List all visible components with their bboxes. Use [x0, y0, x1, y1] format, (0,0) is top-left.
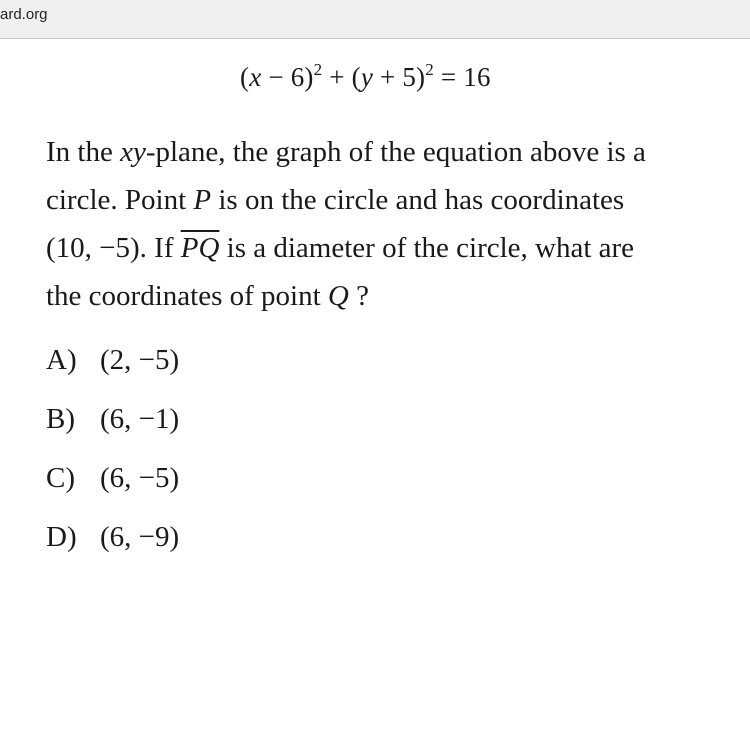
- eq-part: − 6): [261, 62, 314, 92]
- question-text: [46, 128, 736, 320]
- var-p: P: [193, 184, 212, 216]
- text: ?: [348, 280, 369, 312]
- url-text[interactable]: ard.org: [0, 6, 48, 23]
- choice-value: (6, −1): [100, 403, 180, 435]
- choice-value: (6, −9): [100, 521, 180, 553]
- text: -plane, the graph of the equation above is a: [145, 136, 646, 168]
- choice-value: (6, −5): [100, 462, 180, 494]
- choice-letter: A): [46, 344, 77, 376]
- browser-address-bar[interactable]: [0, 0, 750, 39]
- var-q: Q: [327, 280, 349, 312]
- text: In the: [46, 136, 121, 168]
- eq-part: = 16: [433, 62, 491, 92]
- var-xy: xy: [120, 136, 146, 168]
- choice-c[interactable]: [46, 454, 179, 513]
- choice-value: (2, −5): [100, 344, 180, 376]
- eq-exponent: 2: [313, 60, 323, 79]
- question-line: [46, 272, 736, 320]
- text: the coordinates of point: [46, 280, 328, 312]
- question-line: [46, 224, 736, 272]
- segment-pq: $\overline{PQ}$: [180, 232, 220, 264]
- choice-d[interactable]: [46, 513, 179, 572]
- choice-b[interactable]: [46, 395, 179, 454]
- text: is a diameter of the circle, what are: [219, 232, 635, 264]
- eq-var-x: x: [249, 62, 262, 92]
- circle-equation: [240, 62, 491, 93]
- answer-choices: [46, 336, 179, 572]
- question-line: [46, 128, 736, 176]
- text: circle. Point: [46, 184, 194, 216]
- choice-letter: D): [46, 521, 77, 553]
- eq-exponent: 2: [425, 60, 434, 79]
- text: (10, −5). If: [46, 232, 181, 264]
- choice-letter: B): [46, 403, 75, 435]
- choice-a[interactable]: [46, 336, 179, 395]
- eq-part: + 5): [373, 62, 426, 92]
- text: is on the circle and has coordinates: [211, 184, 625, 216]
- eq-part: + (: [322, 62, 361, 92]
- question-line: [46, 176, 736, 224]
- choice-letter: C): [46, 462, 75, 494]
- eq-part: (: [240, 62, 250, 92]
- eq-var-y: y: [360, 62, 374, 92]
